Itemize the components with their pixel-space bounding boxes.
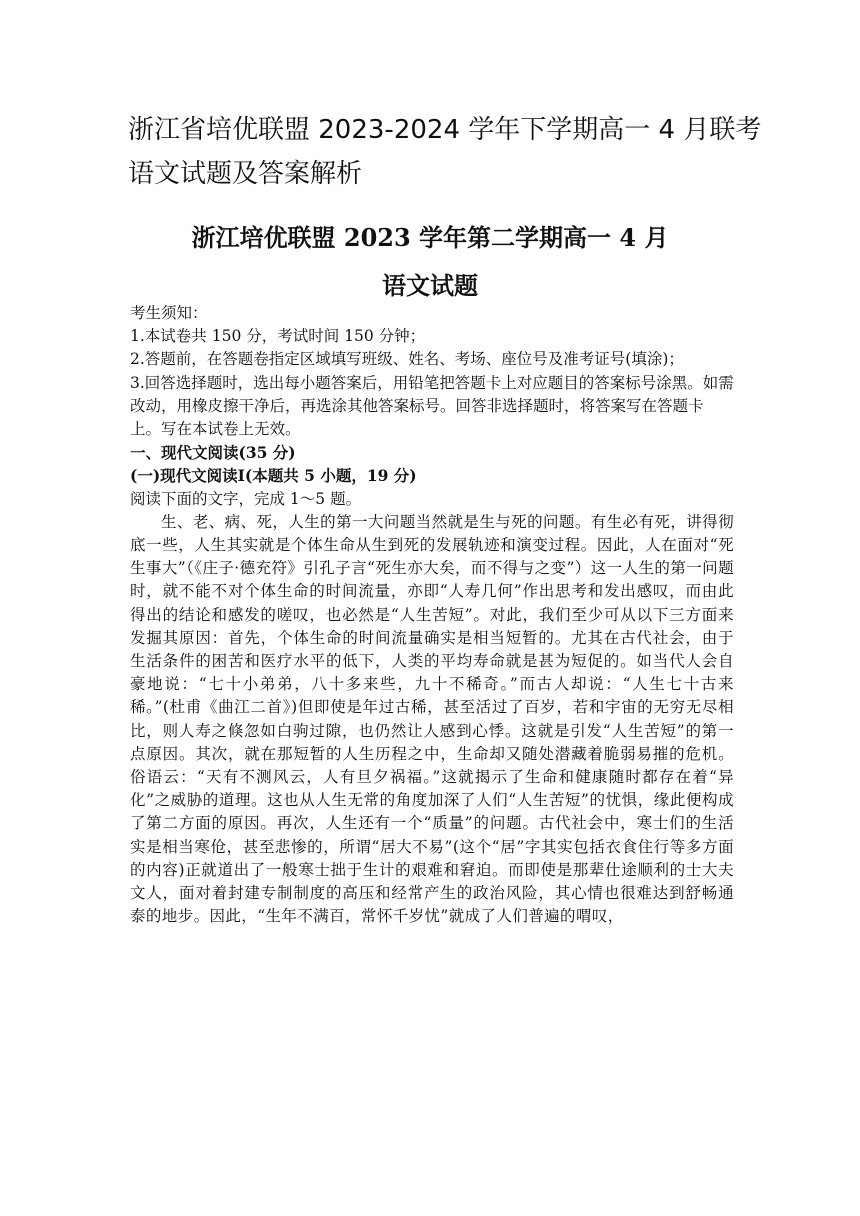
notice-item-1: 1.本试卷共 150 分，考试时间 150 分钟；	[130, 327, 426, 346]
document-body	[130, 302, 734, 928]
section-heading: 一、现代文阅读(35 分)	[130, 443, 296, 463]
notice-item-3: 3.回答选择题时，选出每小题答案后，用铅笔把答题卡上对应题目的答案标号涂黑。如需改动，用橡皮擦干净后，再选涂其他答案标号。回答非选择题时，将答案写在答题卡上。写在本试卷上无效。	[130, 373, 734, 439]
document-title-line-1: 浙江省培优联盟 2023-2024 学年下学期高一 4 月联考	[128, 115, 762, 145]
paper-subtitle: 语文试题	[382, 271, 478, 300]
section-subheading: (一)现代文阅读Ⅰ(本题共 5 小题，19 分)	[130, 466, 417, 486]
paper-title: 浙江培优联盟 2023 学年第二学期高一 4 月	[191, 223, 669, 252]
reading-instruction: 阅读下面的文字，完成 1～5 题。	[130, 489, 362, 508]
document-title-line-2: 语文试题及答案解析	[128, 159, 363, 189]
document-title	[128, 108, 768, 196]
notice-heading: 考生须知：	[130, 304, 208, 322]
reading-passage: 生、老、病、死，人生的第一大问题当然就是生与死的问题。有生必有死，讲得彻底一些，人生其实就是个体生命从生到死的发展轨迹和演变过程。因此，人在面对“死生事大”（《庄子·德充符》引孔子言“死生亦大矣，而不得与之变”）这一人生的第一问题时，就不能不对个体生命的时间流量，亦即“人寿几何”作出思考和发出感叹，而由此得出的结论和感发的嗟叹，也必然是“人生苦短”。对此，我们至少可从以下三方面来发掘其原因：首先，个体生命的时间流量确实是相当短暂的。尤其在古代社会，由于生活条件的困苦和医疗水平的低下，人类的平均寿命就是甚为短促的。如当代人会自豪地说：“七十小弟弟，八十多来些，九十不稀奇。”而古人却说：“人生七十古来稀。”(杜甫《曲江二首》)但即使是年过古稀，甚至活过了百岁，若和宇宙的无穷无尽相比，则人寿之倏忽如白驹过隙，也仍然让人感到心悸。这就是引发“人生苦短”的第一点原因。其次，就在那短暂的人生历程之中，生命却又随处潜藏着脆弱易摧的危机。俗语云：“天有不测风云，人有旦夕祸福。”这就揭示了生命和健康随时都存在着“异化”之威胁的道理。这也从人生无常的角度加深了人们“人生苦短”的忧惧，缘此便构成了第二方面的原因。再次，人生还有一个“质量”的问题。古代社会中，寒士们的生活实是相当寒伧，甚至悲惨的，所谓“居大不易”(这个“居”字其实包括衣食住行等多方面的内容)正就道出了一般寒士拙于生计的艰难和窘迫。而即使是那辈仕途顺利的士大夫文人，面对着封建专制制度的高压和经常产生的政治风险，其心情也很难达到舒畅通泰的地步。因此，“生年不满百，常怀千岁忧”就成了人们普遍的喟叹，	[130, 512, 734, 926]
notice-item-2: 2.答题前，在答题卷指定区域填写班级、姓名、考场、座位号及准考证号(填涂)；	[130, 350, 684, 369]
